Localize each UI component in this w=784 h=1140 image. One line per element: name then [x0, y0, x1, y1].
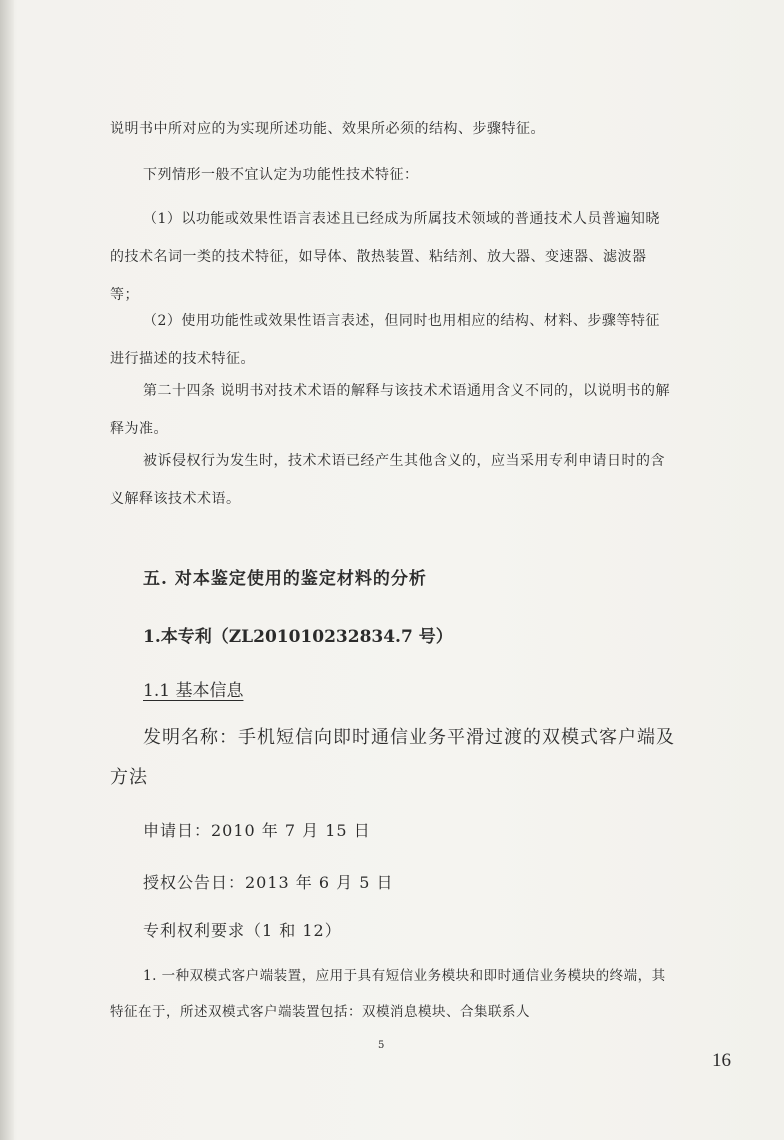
invention-name: 发明名称：手机短信向即时通信业务平滑过渡的双模式客户端及方法 [110, 727, 675, 788]
claim-1-text: 1. 一种双模式客户端装置，应用于具有短信业务模块和即时通信业务模块的终端，其特征在于，所述双模式客户端装置包括：双模消息模块、合集联系人 [110, 968, 666, 1020]
page-number: 16 [712, 1050, 731, 1071]
section-heading: 五. 对本鉴定使用的鉴定材料的分析 [143, 569, 427, 589]
inner-page-number: 5 [378, 1040, 385, 1051]
patent-heading: 1.本专利（ZL201010232834.7 号） [143, 627, 453, 647]
claims-heading: 专利权利要求（1 和 12） [143, 921, 342, 940]
grant-date: 授权公告日：2013 年 6 月 5 日 [143, 873, 394, 892]
paragraph-not-functional-intro: 下列情形一般不宜认定为功能性技术特征： [143, 167, 419, 183]
paragraph-case-2: （2）使用功能性或效果性语言表述，但同时也用相应的结构、材料、步骤等特征进行描述的技术特征。 [110, 313, 660, 367]
paragraph-functional-structure: 说明书中所对应的为实现所述功能、效果所必须的结构、步骤特征。 [110, 121, 545, 137]
paragraph-article-24: 第二十四条 说明书对技术术语的解释与该技术术语通用含义不同的，以说明书的解释为准。 [110, 383, 670, 437]
application-date: 申请日：2010 年 7 月 15 日 [143, 821, 371, 840]
binding-shadow [0, 0, 14, 1140]
paragraph-case-1: （1）以功能或效果性语言表述且已经成为所属技术领域的普通技术人员普遍知晓的技术名词一类的技术特征，如导体、散热装置、粘结剂、放大器、变速器、滤波器等； [110, 211, 660, 303]
basic-info-heading: 1.1 基本信息 [143, 681, 244, 701]
paragraph-infringement-time: 被诉侵权行为发生时，技术术语已经产生其他含义的，应当采用专利申请日时的含义解释该技术术语。 [110, 453, 665, 507]
